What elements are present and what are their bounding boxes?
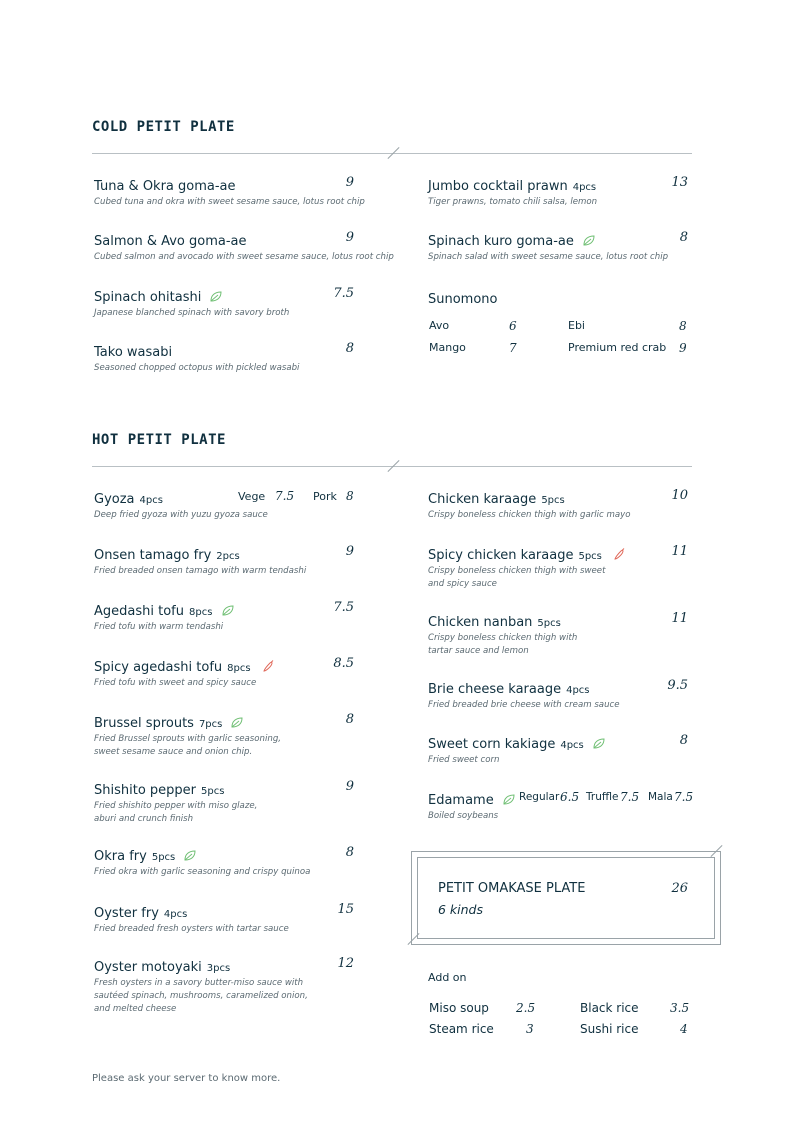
item-pieces: 3pcs bbox=[206, 963, 231, 974]
menu-item bbox=[94, 341, 172, 360]
item-pieces: 4pcs bbox=[572, 182, 597, 193]
item-description: Fried shishito pepper with miso glaze, aburi and crunch finish bbox=[94, 801, 258, 824]
menu-item bbox=[428, 544, 625, 563]
gyoza-vege-price: 7.5 bbox=[275, 489, 295, 503]
item-name: Sweet corn kakiage bbox=[428, 737, 556, 752]
item-price: 7.5 bbox=[333, 286, 354, 301]
sunomono-option-name: Avo bbox=[429, 319, 450, 332]
hot-section-title: HOT PETIT PLATE bbox=[92, 432, 226, 448]
item-pieces: 7pcs bbox=[198, 719, 223, 730]
item-price: 8 bbox=[345, 712, 354, 727]
item-pieces: 2pcs bbox=[216, 551, 240, 562]
item-description: Fried sweet corn bbox=[428, 755, 500, 765]
menu-item bbox=[428, 678, 590, 697]
menu-item bbox=[94, 712, 243, 731]
item-price: 9.5 bbox=[667, 678, 688, 693]
leaf-icon bbox=[503, 794, 515, 805]
sunomono-title: Sunomono bbox=[428, 292, 498, 307]
gyoza-vege-label: Vege bbox=[238, 490, 266, 503]
addon-item-price: 3 bbox=[526, 1022, 534, 1036]
menu-item bbox=[428, 611, 561, 630]
item-pieces: 5pcs bbox=[201, 786, 225, 797]
item-name: Salmon & Avo goma-ae bbox=[94, 234, 247, 249]
gyoza-pork-price: 8 bbox=[346, 489, 354, 503]
menu-item bbox=[94, 175, 236, 194]
menu-item bbox=[94, 544, 240, 563]
item-name: Edamame bbox=[428, 793, 494, 808]
sunomono-option-name: Mango bbox=[429, 341, 466, 354]
item-price: 15 bbox=[337, 902, 354, 917]
menu-item bbox=[94, 600, 234, 619]
item-description: Fried tofu with warm tendashi bbox=[94, 622, 224, 632]
item-price: 9 bbox=[345, 779, 354, 794]
chili-icon bbox=[262, 660, 274, 672]
item-description: Fried breaded fresh oysters with tartar sauce bbox=[94, 924, 289, 934]
item-name: Agedashi tofu bbox=[94, 604, 184, 619]
item-pieces: 5pcs bbox=[578, 551, 602, 562]
item-description: Tiger prawns, tomato chili salsa, lemon bbox=[428, 197, 598, 207]
item-name: Oyster motoyaki bbox=[94, 960, 202, 975]
menu-item bbox=[94, 656, 274, 675]
item-price: 12 bbox=[337, 956, 354, 971]
menu-item bbox=[428, 733, 605, 752]
item-name: Gyoza bbox=[94, 492, 135, 507]
item-pieces: 4pcs bbox=[560, 740, 584, 751]
item-description: Spinach salad with sweet sesame sauce, lotus root chip bbox=[428, 252, 669, 262]
edamame-regular-price: 6.5 bbox=[560, 790, 580, 804]
edamame-truffle-price: 7.5 bbox=[620, 790, 640, 804]
item-price: 11 bbox=[671, 611, 688, 626]
addon-title: Add on bbox=[428, 971, 467, 984]
item-price: 8.5 bbox=[333, 656, 354, 671]
item-price: 9 bbox=[345, 230, 354, 245]
item-description: Crispy boneless chicken thigh with sweet and spicy sauce bbox=[428, 566, 606, 589]
item-description: Seasoned chopped octopus with pickled wasabi bbox=[94, 363, 300, 373]
leaf-icon bbox=[222, 605, 234, 616]
item-pieces: 8pcs bbox=[188, 607, 213, 618]
cold-section-title: COLD PETIT PLATE bbox=[92, 119, 235, 135]
menu-item bbox=[428, 175, 596, 194]
addon-item-price: 4 bbox=[680, 1022, 688, 1036]
item-pieces: 5pcs bbox=[541, 495, 565, 506]
chili-icon bbox=[613, 548, 625, 560]
omakase-price: 26 bbox=[671, 881, 688, 896]
item-price: 13 bbox=[671, 175, 688, 190]
item-name: Brie cheese karaage bbox=[428, 682, 562, 697]
menu-item bbox=[94, 779, 224, 798]
item-name: Onsen tamago fry bbox=[94, 548, 212, 563]
item-description: Fried okra with garlic seasoning and crispy quinoa bbox=[94, 867, 311, 877]
sunomono-option-price: 6 bbox=[509, 319, 517, 333]
item-price: 9 bbox=[345, 544, 354, 559]
addon-item-name: Black rice bbox=[580, 1001, 639, 1015]
item-price: 9 bbox=[345, 175, 354, 190]
item-price: 8 bbox=[345, 845, 354, 860]
leaf-icon bbox=[184, 850, 196, 861]
menu-item bbox=[94, 230, 247, 249]
item-price: 11 bbox=[671, 544, 688, 559]
item-pieces: 4pcs bbox=[566, 685, 590, 696]
menu-item-gyoza bbox=[94, 488, 163, 507]
menu-item bbox=[94, 956, 230, 975]
item-price: 8 bbox=[345, 341, 354, 356]
item-description: Japanese blanched spinach with savory broth bbox=[94, 308, 290, 318]
item-pieces: 5pcs bbox=[537, 618, 561, 629]
addon-item-price: 2.5 bbox=[516, 1001, 536, 1015]
addon-item-name: Miso soup bbox=[429, 1001, 489, 1015]
item-price: 7.5 bbox=[333, 600, 354, 615]
item-pieces: 4pcs bbox=[139, 495, 163, 506]
item-name: Shishito pepper bbox=[94, 783, 197, 798]
item-pieces: 8pcs bbox=[227, 663, 251, 674]
leaf-icon bbox=[210, 291, 222, 302]
item-description: Deep fried gyoza with yuzu gyoza sauce bbox=[94, 510, 268, 520]
item-description: Cubed salmon and avocado with sweet sesame sauce, lotus root chip bbox=[94, 252, 394, 262]
item-description: Fried Brussel sprouts with garlic seasoning, sweet sesame sauce and onion chip. bbox=[94, 734, 282, 757]
sunomono-option-price: 8 bbox=[679, 319, 687, 333]
omakase-title: PETIT OMAKASE PLATE bbox=[438, 881, 586, 896]
leaf-icon bbox=[231, 717, 243, 728]
item-name: Spicy agedashi tofu bbox=[94, 660, 223, 675]
item-name: Chicken karaage bbox=[428, 492, 537, 507]
edamame-mala-price: 7.5 bbox=[674, 790, 694, 804]
menu-item bbox=[94, 845, 196, 864]
item-name: Spinach kuro goma-ae bbox=[428, 234, 574, 249]
sunomono-option-name: Premium red crab bbox=[568, 341, 667, 354]
edamame-truffle-label: Truffle bbox=[586, 791, 619, 803]
item-price: 10 bbox=[671, 488, 688, 503]
sunomono-option-price: 7 bbox=[509, 341, 517, 355]
addon-item-name: Steam rice bbox=[429, 1022, 494, 1036]
item-description: Fried breaded onsen tamago with warm tendashi bbox=[94, 566, 307, 576]
menu-item bbox=[428, 488, 565, 507]
omakase-box-inner bbox=[417, 857, 715, 939]
item-price: 8 bbox=[679, 230, 688, 245]
item-description: Cubed tuna and okra with sweet sesame sauce, lotus root chip bbox=[94, 197, 365, 207]
leaf-icon bbox=[593, 738, 605, 749]
menu-item bbox=[94, 902, 187, 921]
edamame-regular-label: Regular bbox=[519, 791, 560, 803]
item-name: Tuna & Okra goma-ae bbox=[94, 179, 236, 194]
menu-item-edamame bbox=[428, 789, 515, 808]
item-name: Spicy chicken karaage bbox=[428, 548, 574, 563]
item-price: 8 bbox=[679, 733, 688, 748]
gyoza-pork-label: Pork bbox=[313, 490, 337, 503]
addon-item-name: Sushi rice bbox=[580, 1022, 639, 1036]
item-description: Crispy boneless chicken thigh with tartar sauce and lemon bbox=[428, 633, 578, 656]
item-description: Fresh oysters in a savory butter-miso sauce with sautéed spinach, mushrooms, caramelized onion, and melted cheese bbox=[94, 978, 308, 1014]
item-description: Crispy boneless chicken thigh with garlic mayo bbox=[428, 510, 631, 520]
item-name: Oyster fry bbox=[94, 906, 159, 921]
item-name: Spinach ohitashi bbox=[94, 290, 202, 305]
item-pieces: 4pcs bbox=[163, 909, 188, 920]
menu-item bbox=[94, 286, 222, 305]
item-description: Fried tofu with sweet and spicy sauce bbox=[94, 678, 257, 688]
addon-item-price: 3.5 bbox=[670, 1001, 690, 1015]
footer-note: Please ask your server to know more. bbox=[92, 1073, 281, 1084]
item-name: Brussel sprouts bbox=[94, 716, 194, 731]
item-name: Jumbo cocktail prawn bbox=[428, 179, 568, 194]
item-pieces: 5pcs bbox=[151, 852, 176, 863]
item-name: Tako wasabi bbox=[94, 345, 173, 360]
menu-item bbox=[428, 230, 595, 249]
edamame-mala-label: Mala bbox=[648, 791, 673, 803]
omakase-subtitle: 6 kinds bbox=[438, 902, 484, 917]
item-description: Fried breaded brie cheese with cream sauce bbox=[428, 700, 620, 710]
sunomono-option-price: 9 bbox=[679, 341, 687, 355]
leaf-icon bbox=[583, 235, 595, 246]
item-name: Chicken nanban bbox=[428, 615, 533, 630]
sunomono-option-name: Ebi bbox=[568, 319, 585, 332]
item-name: Okra fry bbox=[94, 849, 147, 864]
item-description: Boiled soybeans bbox=[428, 811, 499, 821]
